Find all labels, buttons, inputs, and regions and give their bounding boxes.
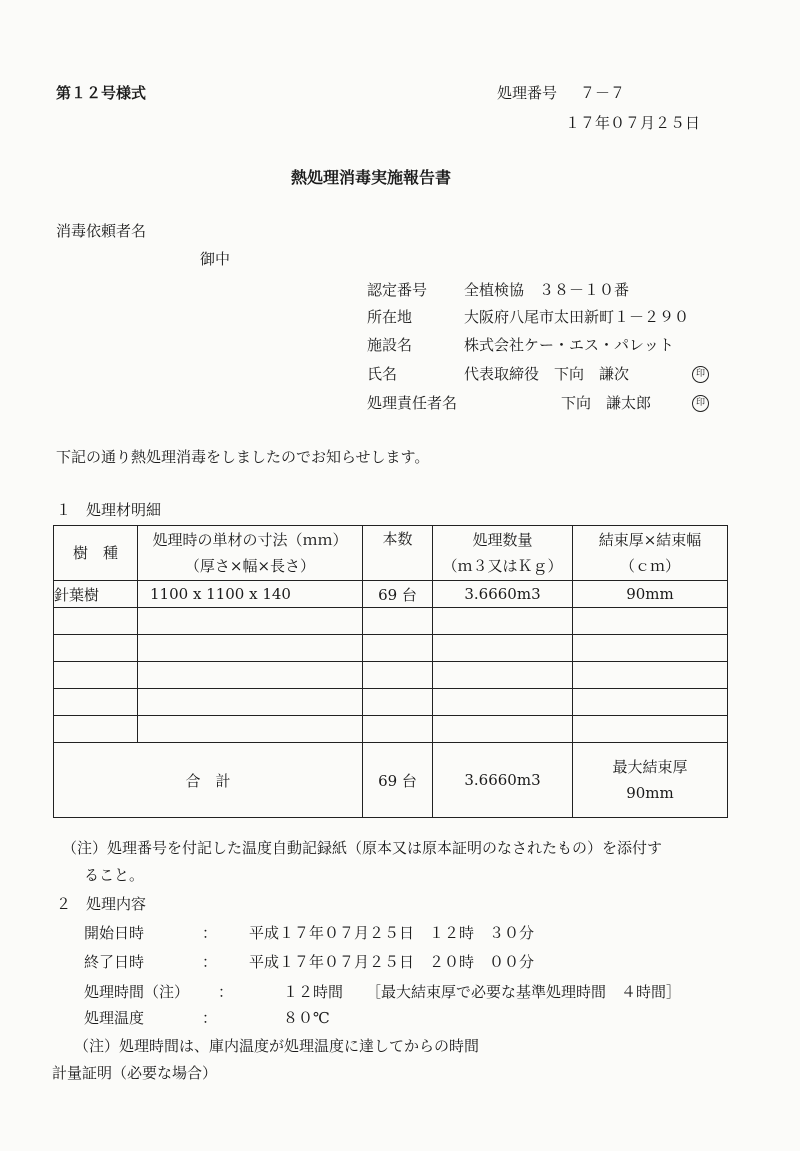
facility-value: 株式会社ケー・エス・パレット (464, 336, 674, 354)
cert-label: 認定番号 (367, 281, 428, 299)
header-bundle: 結束厚×結束幅 （ｃｍ） (573, 526, 728, 581)
manager-value: 下向 謙太郎 (561, 394, 652, 412)
table-note-line1: （注）処理番号を付記した温度自動記録紙（原本又は原本証明のなされたもの）を添付す (62, 839, 663, 857)
cell-count (363, 716, 433, 743)
cell-dimensions (138, 716, 363, 743)
start-colon: ： (202, 924, 218, 942)
duration-colon: ： (218, 983, 234, 1001)
document-title: 熱処理消毒実施報告書 (291, 168, 452, 187)
cell-species (54, 716, 138, 743)
seal-stamp-icon-2 (692, 395, 709, 412)
cell-bundle (573, 689, 728, 716)
duration-note: ［最大結束厚で必要な基準処理時間 ４時間］ (366, 983, 682, 1001)
cell-dimensions (138, 662, 363, 689)
cell-quantity (433, 635, 573, 662)
notice-text: 下記の通り熱処理消毒をしましたのでお知らせします。 (56, 448, 430, 466)
process-number-label: 処理番号 (497, 84, 558, 102)
start-label: 開始日時 (84, 924, 145, 942)
cell-bundle (573, 635, 728, 662)
cell-quantity (433, 716, 573, 743)
seal-stamp-icon (692, 366, 709, 383)
cell-quantity (433, 689, 573, 716)
header-count: 本数 (363, 526, 433, 581)
cell-bundle: 90mm (573, 581, 728, 608)
facility-label: 施設名 (367, 336, 413, 354)
temp-value: ８０℃ (283, 1009, 330, 1027)
form-number: 第１２号様式 (56, 84, 147, 102)
total-label: 合 計 (54, 743, 363, 818)
table-row (54, 716, 728, 743)
header-quantity: 処理数量 （ｍ３又はＫｇ） (433, 526, 573, 581)
table-header-row (54, 526, 728, 581)
address-label: 所在地 (367, 308, 413, 326)
requester-honorific: 御中 (200, 250, 231, 268)
cell-count (363, 608, 433, 635)
start-value: 平成１７年０７月２５日 １２時 ３０分 (249, 924, 535, 942)
table-note-line2: ること。 (84, 866, 145, 884)
duration-footnote: （注）処理時間は、庫内温度が処理温度に達してからの時間 (74, 1037, 480, 1055)
total-count: 69 台 (363, 743, 433, 818)
materials-table (53, 525, 728, 818)
cell-count (363, 635, 433, 662)
total-row (54, 743, 728, 818)
table-row (54, 608, 728, 635)
total-bundle-value: 90mm (626, 784, 674, 802)
cell-bundle (573, 608, 728, 635)
address-value: 大阪府八尾市太田新町１－２９０ (464, 308, 690, 326)
requester-label: 消毒依頼者名 (56, 222, 147, 240)
cell-count (363, 662, 433, 689)
end-label: 終了日時 (84, 953, 145, 971)
table-row (54, 662, 728, 689)
document-date: １７年０７月２５日 (565, 114, 701, 132)
cell-species (54, 608, 138, 635)
cell-species: 針葉樹 (54, 581, 138, 608)
manager-label: 処理責任者名 (367, 394, 458, 412)
table-row (54, 689, 728, 716)
total-quantity: 3.6660m3 (433, 743, 573, 818)
cell-quantity (433, 608, 573, 635)
cell-species (54, 635, 138, 662)
duration-value: １２時間 (283, 983, 344, 1001)
name-label: 氏名 (367, 365, 398, 383)
section1-heading: １ 処理材明細 (56, 501, 162, 519)
cell-quantity (433, 662, 573, 689)
end-value: 平成１７年０７月２５日 ２０時 ００分 (249, 953, 535, 971)
temp-colon: ： (202, 1009, 218, 1027)
cell-count: 69 台 (363, 581, 433, 608)
header-species: 樹 種 (54, 526, 138, 581)
cert-value: 全植検協 ３８－１０番 (464, 281, 630, 299)
cell-dimensions (138, 689, 363, 716)
table-row (54, 635, 728, 662)
duration-label: 処理時間（注） (84, 983, 190, 1001)
name-value: 代表取締役 下向 謙次 (464, 365, 630, 383)
temp-label: 処理温度 (84, 1009, 145, 1027)
end-colon: ： (202, 953, 218, 971)
cell-bundle (573, 716, 728, 743)
cell-dimensions (138, 635, 363, 662)
header-dimensions: 処理時の単材の寸法（ｍｍ） （厚さ×幅×長さ） (138, 526, 363, 581)
seal-text-2: 印 (692, 395, 709, 412)
total-bundle-label: 最大結束厚 (612, 758, 688, 776)
process-number-value: ７－７ (580, 84, 626, 102)
cell-dimensions: 1100 x 1100 x 140 (138, 581, 363, 608)
cell-count (363, 689, 433, 716)
cell-species (54, 689, 138, 716)
seal-text: 印 (692, 366, 709, 383)
cell-species (54, 662, 138, 689)
section2-heading: ２ 処理内容 (56, 895, 147, 913)
cell-quantity: 3.6660m3 (433, 581, 573, 608)
measurement-label: 計量証明（必要な場合） (52, 1064, 218, 1082)
cell-bundle (573, 662, 728, 689)
table-row (54, 581, 728, 608)
total-bundle (573, 743, 728, 818)
cell-dimensions (138, 608, 363, 635)
